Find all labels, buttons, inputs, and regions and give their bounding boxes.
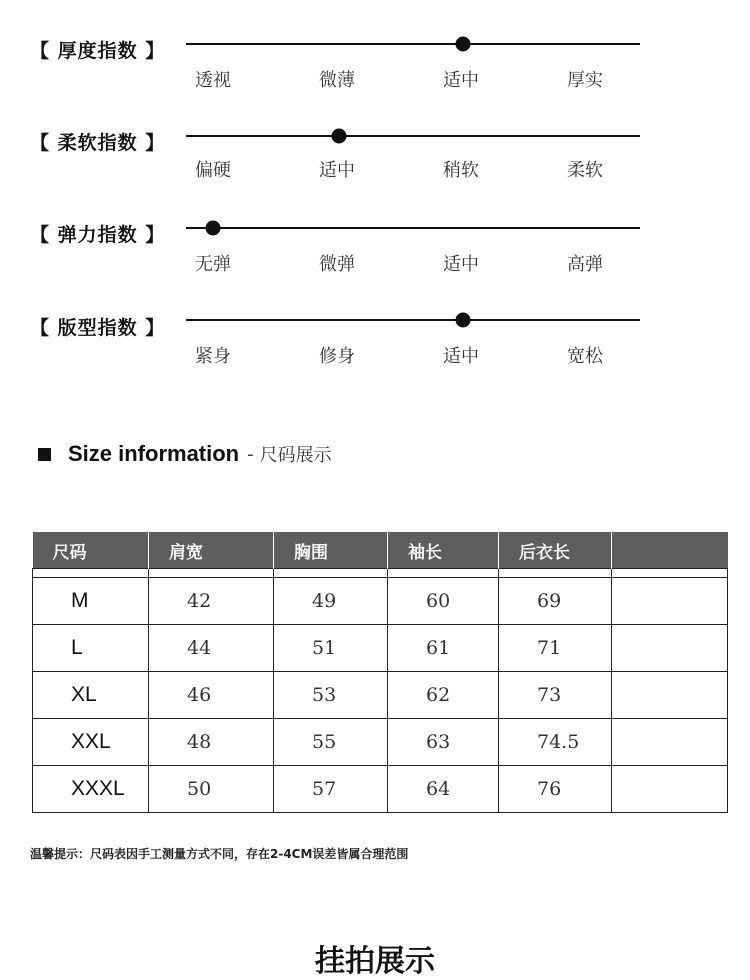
cell-size: XL (33, 672, 149, 719)
index-label: 【 厚度指数 】 (30, 40, 166, 62)
size-table (32, 532, 728, 813)
cell-shoulder: 44 (149, 625, 274, 672)
section-title-cn: 尺码展示 (259, 445, 332, 466)
cell-size: L (33, 625, 149, 672)
size-note: 温馨提示：尺码表因手工测量方式不同，存在2-4CM误差皆属合理范围 (30, 847, 409, 861)
cell-shoulder: 46 (149, 672, 274, 719)
section-title-en: Size information (68, 441, 240, 466)
cell-sleeve: 62 (388, 672, 499, 719)
header-shoulder: 肩宽 (149, 532, 274, 569)
cell-back-length: 74.5 (499, 719, 612, 766)
index-track (186, 319, 640, 321)
cell-shoulder: 48 (149, 719, 274, 766)
table-row (33, 578, 728, 625)
table-row (33, 719, 728, 766)
cell-extra (612, 766, 728, 813)
index-option: 适中 (443, 346, 479, 367)
index-row-thickness (0, 36, 750, 106)
index-option: 柔软 (567, 160, 603, 181)
index-marker (332, 129, 347, 144)
index-option: 偏硬 (195, 160, 231, 181)
index-label: 【 弹力指数 】 (30, 224, 166, 246)
index-row-elasticity (0, 220, 750, 290)
cell-back-length: 71 (499, 625, 612, 672)
index-marker (456, 37, 471, 52)
cell-back-length: 73 (499, 672, 612, 719)
table-spacer-row (33, 569, 728, 578)
cell-extra (612, 578, 728, 625)
index-row-softness (0, 128, 750, 198)
cell-sleeve: 63 (388, 719, 499, 766)
cell-extra (612, 625, 728, 672)
index-option: 微薄 (319, 70, 355, 91)
index-option: 修身 (319, 346, 355, 367)
index-option: 适中 (443, 70, 479, 91)
cell-size: XXXL (33, 766, 149, 813)
index-row-fit (0, 313, 750, 383)
square-bullet-icon (38, 448, 51, 461)
header-size: 尺码 (33, 532, 149, 569)
cell-extra (612, 719, 728, 766)
cell-chest: 51 (274, 625, 388, 672)
header-sleeve: 袖长 (388, 532, 499, 569)
section-title-dash: - (247, 443, 254, 465)
cell-extra (612, 672, 728, 719)
index-option: 高弹 (567, 254, 603, 275)
cell-size: XXL (33, 719, 149, 766)
index-option: 无弹 (195, 254, 231, 275)
index-option: 透视 (195, 70, 231, 91)
cell-back-length: 69 (499, 578, 612, 625)
header-back-length: 后衣长 (499, 532, 612, 569)
cell-back-length: 76 (499, 766, 612, 813)
cell-chest: 57 (274, 766, 388, 813)
cell-sleeve: 60 (388, 578, 499, 625)
index-option: 微弹 (319, 254, 355, 275)
cell-chest: 49 (274, 578, 388, 625)
cell-size: M (33, 578, 149, 625)
index-option: 紧身 (195, 346, 231, 367)
index-marker (456, 313, 471, 328)
index-marker (206, 221, 221, 236)
table-row (33, 766, 728, 813)
header-extra (612, 532, 728, 569)
index-option: 宽松 (567, 346, 603, 367)
index-track (186, 135, 640, 137)
table-row (33, 625, 728, 672)
index-option: 厚实 (567, 70, 603, 91)
index-option: 适中 (319, 160, 355, 181)
index-label: 【 柔软指数 】 (30, 132, 166, 154)
cell-shoulder: 42 (149, 578, 274, 625)
hanging-display-title: 挂拍展示 (315, 944, 435, 979)
table-row (33, 672, 728, 719)
index-track (186, 227, 640, 229)
cell-sleeve: 61 (388, 625, 499, 672)
size-section-title (38, 440, 332, 468)
index-label: 【 版型指数 】 (30, 317, 166, 339)
index-track (186, 43, 640, 45)
header-chest: 胸围 (274, 532, 388, 569)
index-option: 适中 (443, 254, 479, 275)
cell-sleeve: 64 (388, 766, 499, 813)
cell-shoulder: 50 (149, 766, 274, 813)
cell-chest: 55 (274, 719, 388, 766)
table-header-row (33, 532, 728, 569)
cell-chest: 53 (274, 672, 388, 719)
index-option: 稍软 (443, 160, 479, 181)
